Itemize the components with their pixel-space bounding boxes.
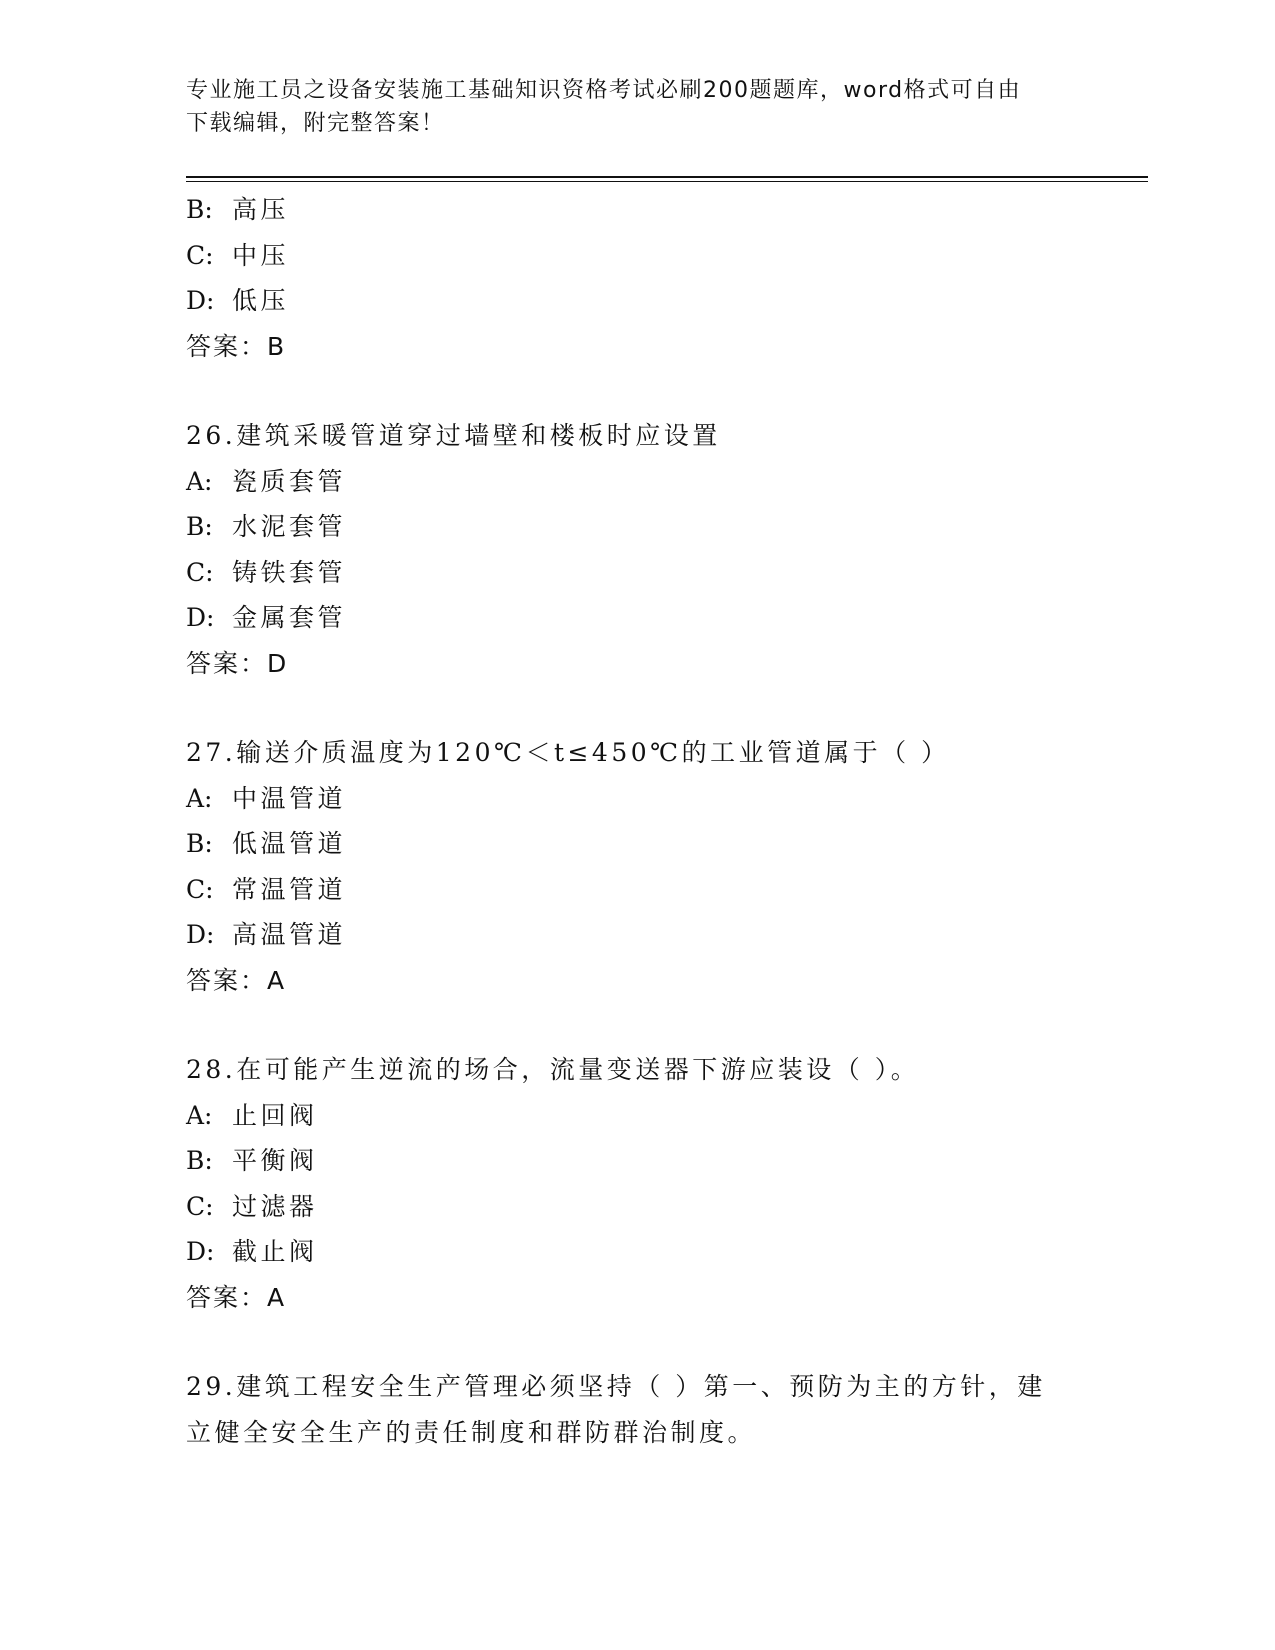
question-stem: 26.建筑采暖管道穿过墙壁和楼板时应设置 bbox=[186, 421, 721, 450]
option-d: D: 金属套管 bbox=[186, 603, 347, 632]
question-27 bbox=[186, 730, 1086, 1003]
question-stem: 29.建筑工程安全生产管理必须坚持（ ）第一、预防为主的方针，建立健全安全生产的责任制度和群防群治制度。 bbox=[186, 1372, 1046, 1447]
question-26 bbox=[186, 413, 1086, 686]
answer: 答案：B bbox=[186, 331, 287, 361]
option-c: C: 中压 bbox=[186, 240, 290, 270]
option-a: A: 瓷质套管 bbox=[186, 466, 347, 496]
option-a: A: 中温管道 bbox=[186, 783, 347, 813]
question-content bbox=[186, 187, 1086, 1455]
option-a: A: 止回阀 bbox=[186, 1100, 318, 1130]
question-stem: 28.在可能产生逆流的场合，流量变送器下游应装设（ ）。 bbox=[186, 1055, 920, 1084]
option-b: B: 水泥套管 bbox=[186, 512, 347, 541]
option-d: D: 高温管道 bbox=[186, 920, 347, 949]
header-divider-thin bbox=[186, 181, 1148, 182]
answer: 答案：A bbox=[186, 1282, 287, 1312]
option-b: B: 高压 bbox=[186, 195, 290, 224]
document-header bbox=[186, 74, 1066, 140]
question-28 bbox=[186, 1047, 1086, 1320]
option-c: C: 常温管道 bbox=[186, 874, 347, 904]
option-d: D: 截止阀 bbox=[186, 1237, 318, 1266]
option-b: B: 平衡阀 bbox=[186, 1146, 318, 1175]
answer: 答案：D bbox=[186, 648, 289, 678]
header-line-2: 下载编辑，附完整答案！ bbox=[186, 111, 445, 136]
option-b: B: 低温管道 bbox=[186, 829, 347, 858]
header-line-1: 专业施工员之设备安装施工基础知识资格考试必刷200题题库，word格式可自由 bbox=[186, 78, 1022, 103]
option-d: D: 低压 bbox=[186, 286, 290, 315]
option-c: C: 铸铁套管 bbox=[186, 557, 347, 587]
question-25-continued bbox=[186, 187, 1086, 369]
answer: 答案：A bbox=[186, 965, 287, 995]
option-c: C: 过滤器 bbox=[186, 1191, 318, 1221]
header-divider-thick bbox=[186, 176, 1148, 178]
question-stem: 27.输送介质温度为120℃＜t≤450℃的工业管道属于（ ） bbox=[186, 738, 950, 767]
question-29 bbox=[186, 1364, 1086, 1455]
